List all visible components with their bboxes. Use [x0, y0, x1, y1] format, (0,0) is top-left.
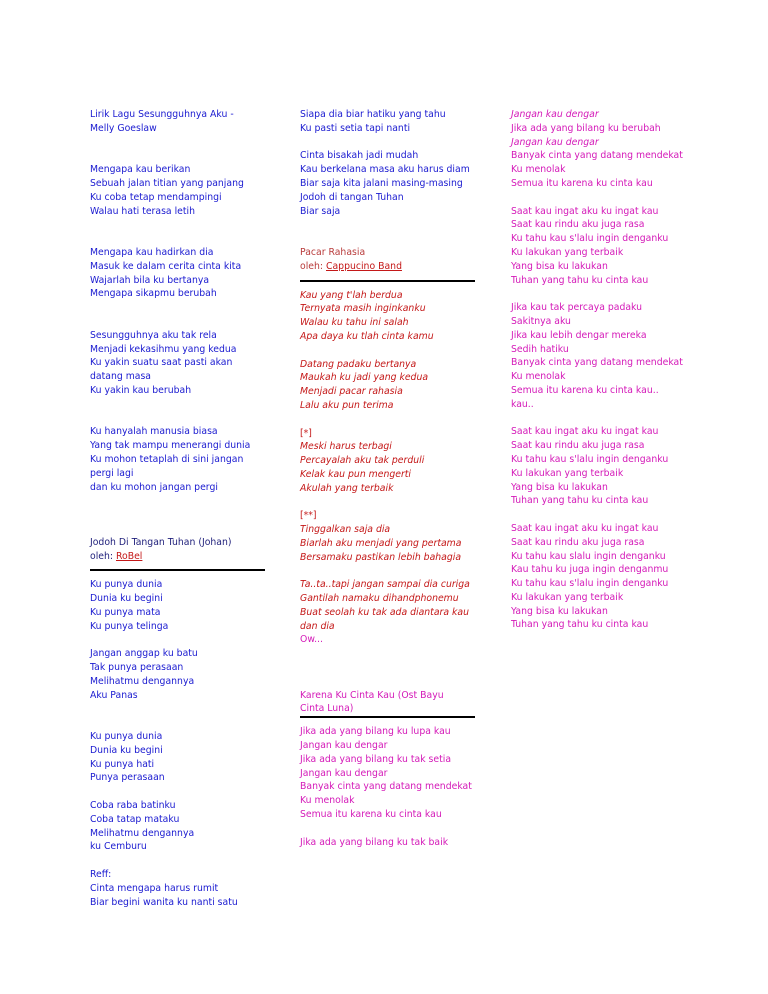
- lyric-line: Cinta bisakah jadi mudah: [300, 150, 419, 162]
- lyric-line: Ku pasti setia tapi nanti: [300, 122, 411, 134]
- lyric-line: Jika ada yang bilang ku tak baik: [300, 836, 449, 848]
- lyric-line: Maukah ku jadi yang kedua: [300, 372, 429, 384]
- lyric-line: datang masa: [90, 371, 151, 383]
- lyric-line: Tuhan yang tahu ku cinta kau: [511, 495, 649, 507]
- song1-lyrics: [90, 163, 265, 494]
- stanza: [90, 329, 265, 398]
- stanza: [90, 647, 265, 702]
- lyric-line: Banyak cinta yang datang mendekat: [511, 150, 683, 162]
- song2-credit: [90, 550, 265, 564]
- lyric-line: Ku menolak: [511, 164, 566, 176]
- lyric-line: Mengapa kau hadirkan dia: [90, 246, 214, 258]
- lyric-line: Melihatmu dengannya: [90, 827, 195, 839]
- lyric-line: Ku yakin suatu saat pasti akan: [90, 357, 233, 369]
- lyric-line: Meski harus terbagi: [300, 441, 392, 453]
- lyric-line: Saat kau ingat aku ku ingat kau: [511, 205, 659, 217]
- title-line: Cinta Luna): [300, 703, 354, 715]
- lyric-line: Yang bisa ku lakukan: [511, 260, 608, 272]
- lyric-line: Sebuah jalan titian yang panjang: [90, 177, 244, 189]
- lyric-line: Saat kau ingat aku ku ingat kau: [511, 522, 659, 534]
- lyric-line: Ku punya hati: [90, 758, 155, 770]
- lyric-line: Banyak cinta yang datang mendekat: [511, 357, 683, 369]
- lyric-line: Tak punya perasaan: [90, 662, 184, 674]
- divider: [300, 280, 475, 282]
- lyric-line: Jika ada yang bilang ku berubah: [511, 122, 661, 134]
- column-3: [511, 108, 691, 632]
- lyric-line: Semua itu karena ku cinta kau..: [511, 384, 659, 396]
- lyric-line: Ku tahu kau s'lalu ingin denganku: [511, 453, 669, 465]
- column-2: [300, 108, 475, 849]
- stanza: [511, 301, 691, 411]
- stanza: [90, 425, 265, 494]
- stanza: [300, 108, 475, 136]
- lyric-line: Gantilah namaku dihandphonemu: [300, 593, 459, 605]
- stanza: [90, 246, 265, 301]
- lyric-line: Reff:: [90, 869, 112, 881]
- lyric-line: Saat kau ingat aku ku ingat kau: [511, 426, 659, 438]
- lyric-line: Jodoh di tangan Tuhan: [300, 191, 404, 203]
- lyric-line: Ow...: [300, 634, 323, 646]
- lyric-line: Tuhan yang tahu ku cinta kau: [511, 619, 649, 631]
- lyric-line: ku Cemburu: [90, 841, 147, 853]
- stanza: [300, 427, 475, 496]
- lyric-line: Saat kau rindu aku juga rasa: [511, 440, 645, 452]
- lyric-line: Datang padaku bertanya: [300, 358, 417, 370]
- lyric-line: Biar saja: [300, 205, 341, 217]
- lyric-line: Ku tahu kau slalu ingin denganku: [511, 550, 666, 562]
- song2-header: [90, 536, 265, 564]
- lyric-line: Siapa dia biar hatiku yang tahu: [300, 109, 446, 120]
- stanza: [300, 509, 475, 564]
- lyric-line: Mengapa kau berikan: [90, 164, 191, 176]
- lyric-line: Ta..ta..tapi jangan sampai dia curiga: [300, 579, 470, 591]
- song1-title: [90, 108, 265, 136]
- lyric-line: Coba raba batinku: [90, 800, 176, 812]
- artist-link[interactable]: RoBel: [115, 550, 143, 562]
- lyric-line: Saat kau rindu aku juga rasa: [511, 219, 645, 231]
- lyric-line: Masuk ke dalam cerita cinta kita: [90, 260, 242, 272]
- lyric-line: Saat kau rindu aku juga rasa: [511, 536, 645, 548]
- stanza: [90, 163, 265, 218]
- stanza: [300, 836, 475, 850]
- lyric-line: Biarlah aku menjadi yang pertama: [300, 537, 462, 549]
- song4-title: [300, 689, 475, 717]
- lyric-line: Wajarlah bila ku bertanya: [90, 274, 210, 286]
- lyric-line: Percayalah aku tak perduli: [300, 455, 425, 467]
- lyric-line: Jangan anggap ku batu: [90, 648, 198, 660]
- stanza: [511, 205, 691, 288]
- song2-title: Jodoh Di Tangan Tuhan (Johan): [90, 536, 232, 548]
- lyric-line: Jika kau tak percaya padaku: [511, 302, 643, 314]
- lyric-line: Ku tahu kau s'lalu ingin denganku: [511, 233, 669, 245]
- song3-header: [300, 246, 475, 274]
- lyric-line: Menjadi kekasihmu yang kedua: [90, 343, 237, 355]
- lyric-line: Ku punya dunia: [90, 579, 163, 591]
- lyric-line: Dunia ku begini: [90, 744, 163, 756]
- lyric-line: Ku mohon tetaplah di sini jangan: [90, 453, 244, 465]
- stanza: [300, 725, 475, 822]
- stanza: [90, 868, 265, 909]
- title-line: Melly Goeslaw: [90, 122, 157, 134]
- lyric-line: Sakitnya aku: [511, 315, 571, 327]
- lyric-line: Mengapa sikapmu berubah: [90, 288, 217, 300]
- lyric-line: Ku coba tetap mendampingi: [90, 191, 222, 203]
- title-line: Karena Ku Cinta Kau (Ost Bayu: [300, 689, 444, 701]
- song2-lyrics: [90, 578, 265, 909]
- lyric-line: Banyak cinta yang datang mendekat: [300, 781, 472, 793]
- stanza: [511, 108, 691, 191]
- lyric-line: Coba tatap mataku: [90, 813, 180, 825]
- lyric-line: Ku yakin kau berubah: [90, 384, 192, 396]
- lyric-line: Apa daya ku tlah cinta kamu: [300, 330, 434, 342]
- lyric-line: Akulah yang terbaik: [300, 482, 394, 494]
- song4-lyrics: [300, 725, 475, 849]
- stanza: [90, 578, 265, 633]
- lyric-line: Jika ada yang bilang ku lupa kau: [300, 726, 451, 738]
- lyric-line: Ku punya mata: [90, 606, 161, 618]
- song3-title: Pacar Rahasia: [300, 246, 366, 258]
- stanza: [511, 522, 691, 632]
- lyric-line: Semua itu karena ku cinta kau: [300, 809, 442, 821]
- lyric-line: Sesungguhnya aku tak rela: [90, 329, 217, 341]
- lyric-line: Tinggalkan saja dia: [300, 524, 391, 536]
- stanza: [300, 358, 475, 413]
- lyric-line: Buat seolah ku tak ada diantara kau: [300, 606, 469, 618]
- lyric-line: Bersamaku pastikan lebih bahagia: [300, 551, 462, 563]
- lyric-line: Yang tak mampu menerangi dunia: [90, 440, 251, 452]
- stanza: [300, 149, 475, 218]
- artist-link[interactable]: Cappucino Band: [325, 260, 402, 272]
- stanza: [300, 578, 475, 647]
- stanza: [300, 289, 475, 344]
- lyric-line: Ku lakukan yang terbaik: [511, 246, 624, 258]
- lyric-line: Jangan kau dengar: [511, 136, 599, 148]
- lyric-line: Yang bisa ku lakukan: [511, 605, 608, 617]
- lyric-line: Sedih hatiku: [511, 343, 569, 355]
- lyric-line: Kau yang t'lah berdua: [300, 289, 403, 301]
- credit-prefix: oleh:: [300, 260, 326, 272]
- lyric-line: Semua itu karena ku cinta kau: [511, 177, 653, 189]
- stanza: [511, 425, 691, 508]
- lyric-line: Kelak kau pun mengerti: [300, 468, 412, 480]
- divider: [90, 569, 265, 571]
- divider: [300, 716, 475, 718]
- lyric-line: Walau ku tahu ini salah: [300, 317, 409, 329]
- song4-lyrics-continued: [511, 108, 691, 632]
- credit-prefix: oleh:: [90, 550, 116, 562]
- lyric-line: Biar begini wanita ku nanti satu: [90, 896, 238, 908]
- lyric-line: Ku punya telinga: [90, 620, 169, 632]
- lyric-line: dan ku mohon jangan pergi: [90, 481, 218, 493]
- lyric-line: Jangan kau dengar: [300, 767, 388, 779]
- lyric-line: Ku tahu kau s'lalu ingin denganku: [511, 578, 669, 590]
- lyric-line: Jika kau lebih dengar mereka: [511, 329, 647, 341]
- stanza: [90, 730, 265, 785]
- lyric-line: Ku menolak: [300, 795, 355, 807]
- lyric-line: dan dia: [300, 620, 335, 632]
- lyric-line: Ku lakukan yang terbaik: [511, 591, 624, 603]
- lyric-line: pergi lagi: [90, 467, 134, 479]
- lyric-line: Kau tahu ku juga ingin denganmu: [511, 564, 669, 576]
- lyric-line: Walau hati terasa letih: [90, 205, 195, 217]
- lyric-line: Melihatmu dengannya: [90, 675, 195, 687]
- song2-lyrics-continued: [300, 108, 475, 218]
- lyric-line: Tuhan yang tahu ku cinta kau: [511, 274, 649, 286]
- song3-lyrics: [300, 289, 475, 648]
- stanza: [90, 799, 265, 854]
- lyric-line: [*]: [300, 427, 312, 439]
- lyric-line: Punya perasaan: [90, 772, 165, 784]
- lyric-line: [**]: [300, 510, 317, 522]
- lyric-line: Kau berkelana masa aku harus diam: [300, 164, 470, 176]
- lyric-line: Yang bisa ku lakukan: [511, 481, 608, 493]
- lyric-line: Dunia ku begini: [90, 593, 163, 605]
- lyric-line: Jika ada yang bilang ku tak setia: [300, 753, 452, 765]
- lyric-line: Jangan kau dengar: [300, 740, 388, 752]
- lyric-line: Lalu aku pun terima: [300, 399, 394, 411]
- lyric-line: Jangan kau dengar: [511, 109, 599, 120]
- lyric-line: Cinta mengapa harus rumit: [90, 882, 219, 894]
- title-line: Lirik Lagu Sesungguhnya Aku -: [90, 109, 234, 120]
- song3-credit: [300, 260, 475, 274]
- lyric-line: Ternyata masih inginkanku: [300, 303, 426, 315]
- column-1: [90, 108, 265, 909]
- lyric-line: Menjadi pacar rahasia: [300, 386, 403, 398]
- lyric-line: Ku menolak: [511, 371, 566, 383]
- lyric-line: Biar saja kita jalani masing-masing: [300, 177, 463, 189]
- lyric-line: Ku hanyalah manusia biasa: [90, 426, 218, 438]
- lyric-line: Aku Panas: [90, 689, 138, 701]
- lyric-line: Ku punya dunia: [90, 731, 163, 743]
- lyric-line: Ku lakukan yang terbaik: [511, 467, 624, 479]
- lyric-line: kau..: [511, 398, 534, 410]
